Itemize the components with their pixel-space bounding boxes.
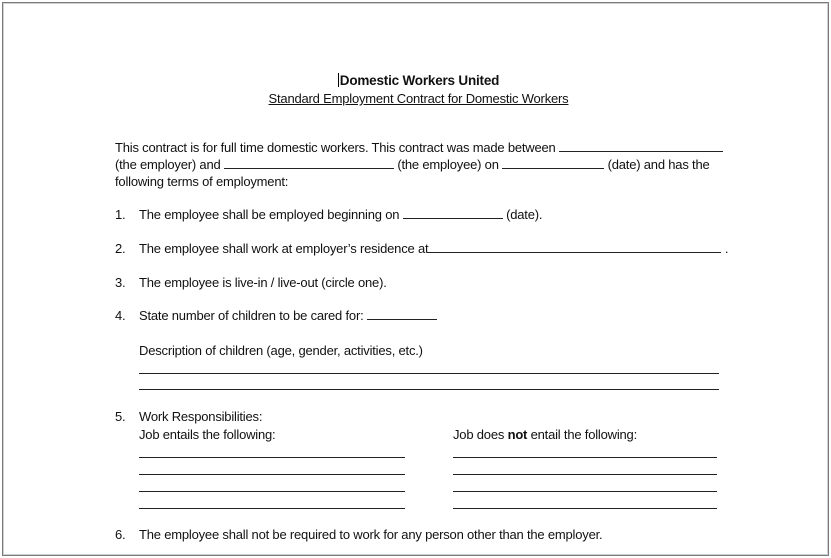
list-item: 1.	[115, 207, 126, 222]
list-item: 4.	[115, 308, 126, 323]
job-entails-label: Job entails the following:	[139, 427, 276, 442]
intro-line-2: (the employer) and (the employee) on (date) and has the	[115, 157, 710, 172]
employee-name-blank[interactable]	[224, 156, 394, 169]
children-count-blank[interactable]	[367, 307, 437, 320]
item-6-text: The employee shall not be required to work for any person other than the employer.	[139, 527, 603, 542]
document-page	[3, 3, 828, 555]
list-item: 6.	[115, 527, 126, 542]
employer-name-blank[interactable]	[559, 139, 723, 152]
work-responsibilities-label: Work Responsibilities:	[139, 409, 263, 424]
start-date-blank[interactable]	[403, 206, 503, 219]
document-subtitle: Standard Employment Contract for Domestic Workers	[268, 91, 569, 106]
job-not-entail-label: Job does not entail the following:	[453, 427, 637, 442]
item-3-text: The employee is live-in / live-out (circle one).	[139, 275, 387, 290]
job-not-entail-line-2[interactable]	[453, 474, 717, 475]
list-item: 2.	[115, 241, 126, 256]
list-item: 5.	[115, 409, 126, 424]
intro-line-1: This contract is for full time domestic workers. This contract was made between	[115, 139, 723, 156]
job-entails-line-4[interactable]	[139, 508, 405, 509]
job-entails-line-2[interactable]	[139, 474, 405, 475]
job-not-entail-line-4[interactable]	[453, 508, 717, 509]
residence-address-blank[interactable]	[428, 240, 721, 253]
children-description-line-2[interactable]	[139, 389, 719, 390]
children-description-label: Description of children (age, gender, activities, etc.)	[139, 343, 423, 358]
item-1-text: The employee shall be employed beginning on (date).	[139, 207, 543, 222]
children-description-line-1[interactable]	[139, 373, 719, 374]
list-item: 3.	[115, 275, 126, 290]
item-2-text: The employee shall work at employer’s residence at .	[139, 241, 729, 256]
contract-date-blank[interactable]	[502, 156, 604, 169]
job-entails-line-3[interactable]	[139, 491, 405, 492]
intro-line-3: following terms of employment:	[115, 174, 289, 189]
job-not-entail-line-3[interactable]	[453, 491, 717, 492]
job-not-entail-line-1[interactable]	[453, 457, 717, 458]
org-title: Domestic Workers United	[339, 73, 500, 88]
job-entails-line-1[interactable]	[139, 457, 405, 458]
item-4-text: State number of children to be cared for:	[139, 307, 437, 324]
text-cursor	[338, 73, 339, 87]
document-frame	[2, 2, 829, 556]
